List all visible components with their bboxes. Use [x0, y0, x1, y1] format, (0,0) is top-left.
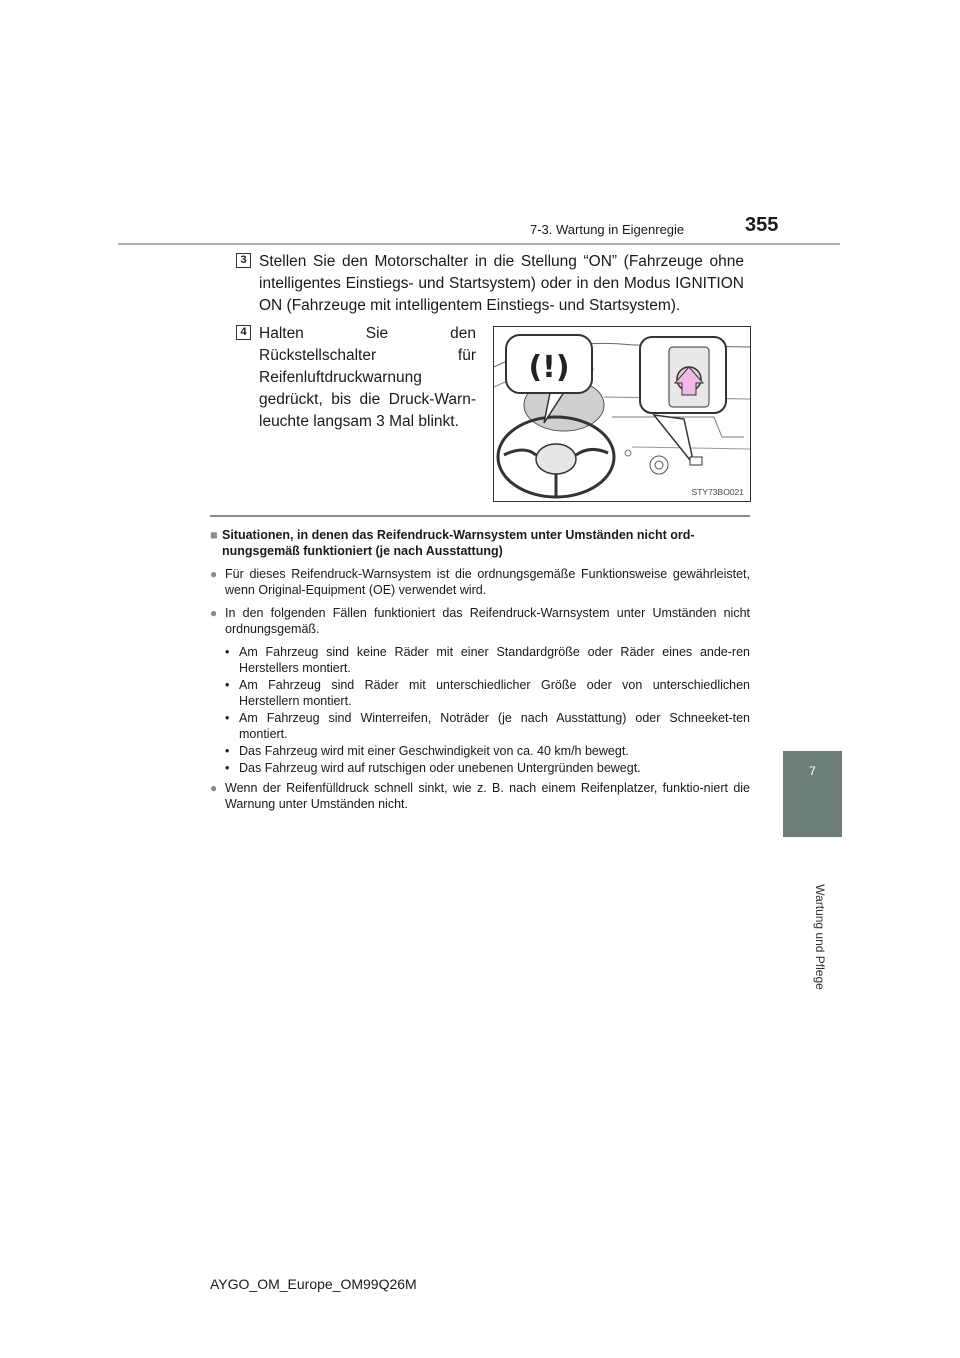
note-subitem: • Das Fahrzeug wird mit einer Geschwindigkeit von ca. 40 km/h bewegt. [225, 744, 629, 758]
notes-section [210, 527, 750, 812]
steering-wheel-drawing [494, 327, 750, 501]
chapter-title-vertical: Wartung und Pflege [813, 884, 827, 990]
chapter-tab [783, 751, 842, 837]
step-3-text: Stellen Sie den Motorschalter in die Stellung “ON” (Fahrzeuge ohne intelligentes Einstiegs- und Startsystem) oder in den Modus IGNITION ON (Fahrzeuge mit intelligentem Einstiegs- und Startsystem). [259, 253, 744, 314]
note-subitem: • Am Fahrzeug sind Winterreifen, Noträder (je nach Ausstattung) oder Schneeket-ten montiert. [225, 711, 750, 741]
note-sublist [225, 644, 750, 776]
circle-bullet-icon: ● [210, 606, 218, 620]
note-bullet-text: In den folgenden Fällen funktioniert das Reifendruck-Warnsystem unter Umständen nicht ordnungsgemäß. [225, 606, 750, 636]
note-bullet [210, 566, 750, 598]
note-subitem: • Am Fahrzeug sind Räder mit unterschiedlicher Größe oder von unterschiedlichen Herstellern montiert. [225, 678, 750, 708]
step-number-badge: 3 [236, 253, 251, 268]
tire-pressure-warning-icon: (!) [528, 350, 570, 385]
square-bullet-icon: ■ [210, 528, 218, 542]
page-number: 355 [745, 214, 779, 236]
step-4-text: Halten Sie den Rückstellschalter für Reifenluftdruckwarnung gedrückt, bis die Druck-Warn-leuchte langsam 3 Mal blinkt. [259, 325, 476, 430]
notes-heading-text: Situationen, in denen das Reifendruck-Warnsystem unter Umständen nicht ord-nungsgemäß funktioniert (je nach Ausstattung) [222, 528, 695, 558]
section-divider [210, 515, 750, 517]
note-bullet-text: Für dieses Reifendruck-Warnsystem ist die ordnungsgemäße Funktionsweise gewährleistet, wenn Original-Equipment (OE) verwendet wird. [225, 567, 750, 597]
figure-code: STY73BO021 [691, 487, 744, 497]
document-id: AYGO_OM_Europe_OM99Q26M [210, 1276, 417, 1292]
circle-bullet-icon: ● [210, 781, 218, 795]
note-subitem: • Das Fahrzeug wird auf rutschigen oder unebenen Untergründen bewegt. [225, 761, 641, 775]
header-divider [118, 243, 840, 245]
note-bullet [210, 605, 750, 637]
note-bullet-text: Wenn der Reifenfülldruck schnell sinkt, wie z. B. nach einem Reifenplatzer, funktio-niert die Warnung unter Umständen nicht. [225, 781, 750, 811]
section-title: 7-3. Wartung in Eigenregie [530, 222, 685, 237]
dashboard-illustration [493, 326, 751, 502]
circle-bullet-icon: ● [210, 567, 218, 581]
step-number-badge: 4 [236, 325, 251, 340]
note-bullet [210, 780, 750, 812]
notes-heading [210, 527, 750, 559]
chapter-number: 7 [809, 764, 816, 778]
note-subitem: • Am Fahrzeug sind keine Räder mit einer Standardgröße oder Räder eines ande-ren Herstellers montiert. [225, 645, 750, 675]
